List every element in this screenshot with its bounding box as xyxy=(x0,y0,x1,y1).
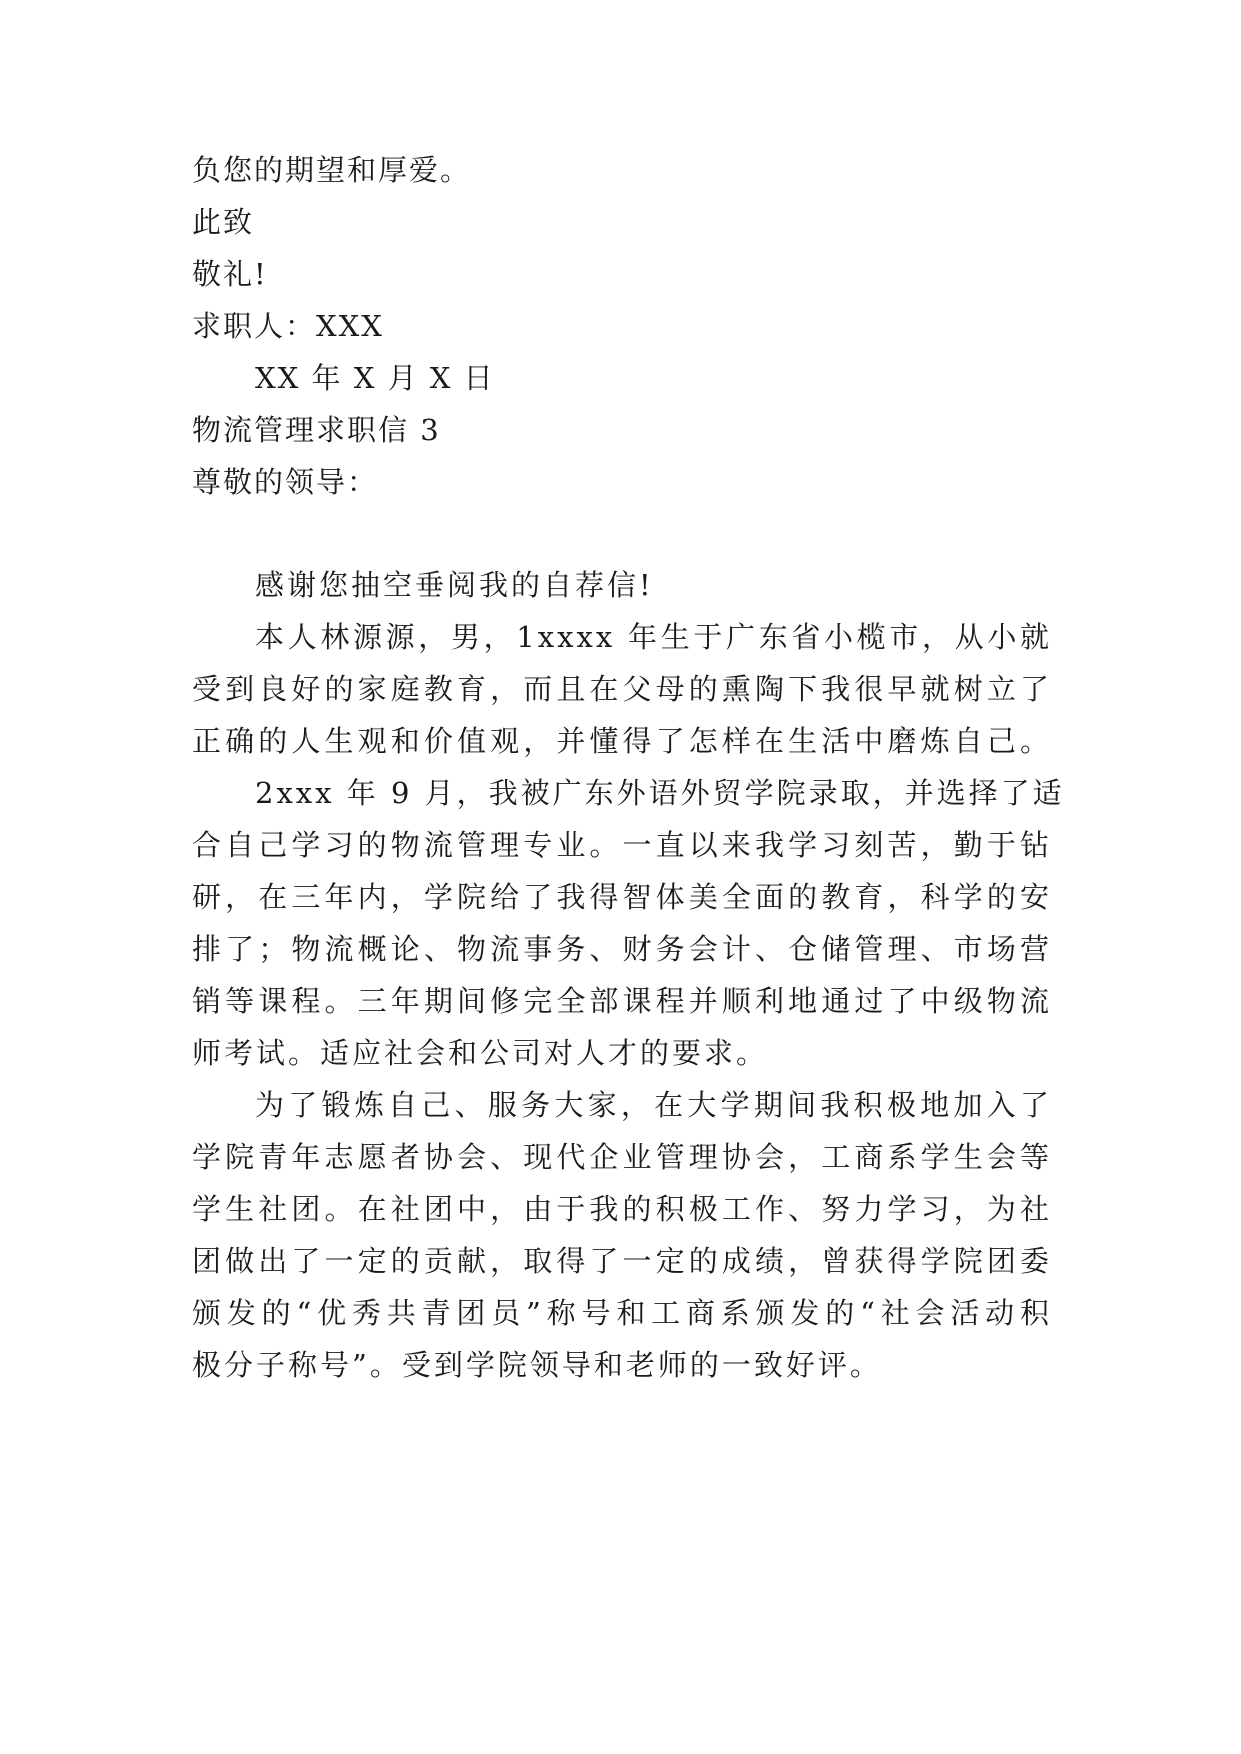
paragraph-line: 学生社团。在社团中，由于我的积极工作、努力学习，为社 xyxy=(192,1192,1052,1226)
paragraph-line: 合自己学习的物流管理专业。一直以来我学习刻苦，勤于钻 xyxy=(192,828,1052,862)
paragraph-line: 排了；物流概论、物流事务、财务会计、仓储管理、市场营 xyxy=(192,932,1052,966)
salutation-line-1: 此致 xyxy=(192,205,255,239)
paragraph-line: 销等课程。三年期间修完全部课程并顺利地通过了中级物流 xyxy=(192,984,1052,1018)
paragraph-line: 团做出了一定的贡献，取得了一定的成绩，曾获得学院团委 xyxy=(192,1244,1052,1278)
paragraph-line: 正确的人生观和价值观，并懂得了怎样在生活中磨炼自己。 xyxy=(192,724,1052,758)
greeting-line: 尊敬的领导： xyxy=(192,465,379,499)
paragraph-line: 研，在三年内，学院给了我得智体美全面的教育，科学的安 xyxy=(192,880,1052,914)
date-line: XX 年 X 月 X 日 xyxy=(255,361,495,395)
paragraph-line: 感谢您抽空垂阅我的自荐信! xyxy=(255,568,654,602)
section-title: 物流管理求职信 3 xyxy=(192,413,441,447)
closing-line: 负您的期望和厚爱。 xyxy=(192,153,472,187)
salutation-line-2: 敬礼! xyxy=(192,257,268,291)
paragraph-line: 2xxx 年 9 月，我被广东外语外贸学院录取，并选择了适 xyxy=(255,776,1065,810)
paragraph-line: 极分子称号”。受到学院领导和老师的一致好评。 xyxy=(192,1348,882,1382)
paragraph-line: 学院青年志愿者协会、现代企业管理协会，工商系学生会等 xyxy=(192,1140,1052,1174)
paragraph-line: 颁发的“优秀共青团员”称号和工商系颁发的“社会活动积 xyxy=(192,1296,1052,1330)
signer-line: 求职人：XXX xyxy=(192,309,384,343)
paragraph-line: 为了锻炼自己、服务大家，在大学期间我积极地加入了 xyxy=(255,1088,1052,1122)
paragraph-line: 本人林源源，男，1xxxx 年生于广东省小榄市，从小就 xyxy=(255,620,1052,654)
paragraph-line: 师考试。适应社会和公司对人才的要求。 xyxy=(192,1036,769,1070)
paragraph-line: 受到良好的家庭教育，而且在父母的熏陶下我很早就树立了 xyxy=(192,672,1052,706)
